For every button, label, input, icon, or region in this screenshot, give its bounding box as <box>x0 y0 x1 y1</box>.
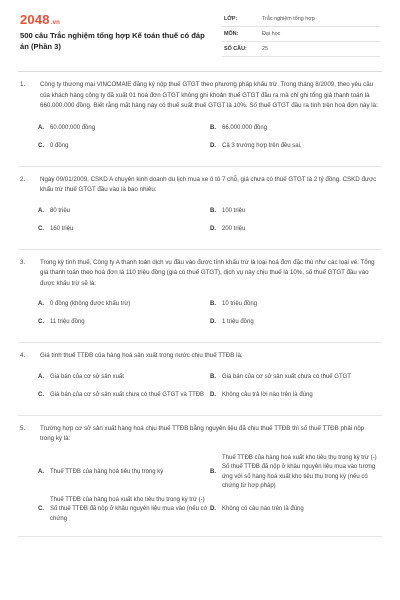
option-c[interactable] <box>38 496 210 525</box>
option-letter: D. <box>210 142 216 149</box>
option-text: Giá bán của cơ sở sản xuất chưa có thuế GTGT và TTĐB <box>50 391 205 398</box>
option-letter: A. <box>38 124 44 131</box>
meta-key: MÔN: <box>224 31 239 37</box>
question-item <box>18 351 382 416</box>
option-text: 66.000.000 đồng <box>222 124 268 131</box>
meta-row-class <box>222 12 380 27</box>
option-row <box>38 140 382 154</box>
question-stem <box>18 351 382 362</box>
option-c[interactable] <box>38 225 210 235</box>
option-a[interactable] <box>38 300 210 310</box>
question-list <box>0 80 400 545</box>
question-text: Trong kỳ tính thuế, Công ty A thanh toán dịch vụ đầu vào được tính khấu trừ là loại hoá đơn đặc thù như các loại vé. Tổng giá thanh toán theo hoá đơn là 110 triệu đồng (giá có thuế GTGT), dịch vụ này chịu thuế là 10%, số thuế GTGT đầu vào được khấu trừ sẽ là: <box>40 258 375 287</box>
option-text: 100 triệu <box>222 207 246 214</box>
meta-value: 25 <box>262 46 268 52</box>
option-text: 10 triệu đồng <box>222 301 258 308</box>
option-b[interactable] <box>210 300 380 310</box>
option-text: 1 triệu đồng <box>222 319 254 326</box>
question-stem <box>18 175 382 196</box>
logo-main: 2048 <box>20 12 50 27</box>
option-row <box>38 496 382 525</box>
option-text: Cả 3 trường hợp trên đều sai. <box>222 142 302 149</box>
answer-options <box>18 205 382 237</box>
meta-value: Đại học <box>262 31 281 37</box>
option-row <box>38 223 382 237</box>
question-number: 4. <box>20 352 26 359</box>
option-d[interactable] <box>210 505 380 515</box>
option-letter: D. <box>210 225 216 232</box>
option-row <box>38 298 382 312</box>
option-letter: C. <box>38 142 44 149</box>
option-a[interactable] <box>38 207 210 217</box>
question-text: Trường hợp cơ sở sản xuất hàng hoá chịu thuế TTĐB bằng nguyên liệu đã chịu thuế TTĐB thì số thuế TTĐB phải nộp trong kỳ là: <box>40 424 365 442</box>
option-letter: C. <box>38 391 44 398</box>
question-stem <box>18 424 382 445</box>
option-row <box>38 316 382 330</box>
option-text: 0 đồng <box>50 142 69 149</box>
document-meta <box>222 12 380 57</box>
option-letter: B. <box>210 468 216 475</box>
option-row <box>38 371 382 385</box>
option-letter: C. <box>38 506 44 512</box>
option-text: 160 triệu <box>50 225 74 232</box>
question-text: Giá tính thuế TTĐB của hàng hoá sản xuất trong nước chịu thuế TTĐB là: <box>40 352 243 359</box>
option-letter: B. <box>210 301 216 308</box>
option-letter: C. <box>38 319 44 326</box>
meta-key: LỚP: <box>224 16 238 22</box>
option-d[interactable] <box>210 391 380 401</box>
option-row <box>38 454 382 492</box>
answer-options <box>18 122 382 154</box>
answer-options <box>18 454 382 525</box>
option-d[interactable] <box>210 225 380 235</box>
option-letter: A. <box>38 301 44 308</box>
option-text: 0 đồng (không được khấu trừ) <box>50 301 131 308</box>
question-item <box>18 175 382 250</box>
option-letter: B. <box>210 124 216 131</box>
option-d[interactable] <box>210 318 380 328</box>
option-text: Không câu trả lời nào trên là đúng <box>222 391 313 398</box>
option-row <box>38 205 382 219</box>
option-row <box>38 122 382 136</box>
question-item <box>18 80 382 167</box>
option-a[interactable] <box>38 468 210 478</box>
question-stem <box>18 80 382 112</box>
meta-value: Trắc nghiệm tổng hợp <box>262 16 315 22</box>
option-letter: B. <box>210 207 216 214</box>
option-text: 80 triệu <box>50 207 71 214</box>
question-number: 1. <box>20 81 26 88</box>
option-text: 11 triệu đồng <box>50 319 85 326</box>
option-letter: A. <box>38 207 44 214</box>
option-letter: D. <box>210 391 216 398</box>
option-letter: C. <box>38 225 44 232</box>
option-b[interactable] <box>210 373 380 383</box>
option-c[interactable] <box>38 142 210 152</box>
answer-options <box>18 298 382 330</box>
option-c[interactable] <box>38 391 210 401</box>
option-letter: D. <box>210 319 216 326</box>
question-text: Ngày 09/01/2009, CSKD A chuyên kinh doanh du lịch mua xe ô tô 7 chỗ, giá chưa có thuế GTGT là 2 tỷ đồng. CSKD được khấu trừ thuế GTGT đầu vào là bao nhiêu: <box>40 175 377 193</box>
option-letter: A. <box>38 373 44 380</box>
option-letter: D. <box>210 506 216 512</box>
question-number: 2. <box>20 175 26 183</box>
meta-row-count <box>222 42 380 57</box>
option-text: Thuế TTĐB của hàng hoá xuất kho tiêu thụ trong kỳ trừ (-) Số thuế TTĐB đã nộp ở khâu nguyên liệu mua vào tương ứng với số hàng hoá xuất kho tiêu thụ trong kỳ (nếu có chứng từ hợp pháp) <box>222 454 377 489</box>
question-text: Công ty thương mại VINCOMAIE đăng ký nộp thuế GTGT theo phương pháp khấu trừ. Trong tháng 8/2009, theo yêu cầu của khách hàng công ty đã xuất 01 hoá đơn GTGT không ghi khoản thuế GTGT đầu ra mà chỉ ghi tổng giá thanh toán là 660.000.000 đồng. Biết rằng mặt hàng này có thuế suất thuế GTGT là 10%. Số thuế GTGT đầu ra tính trên hoá đơn này là: <box>40 81 378 109</box>
option-text: Giá bán của cơ sở sản xuất chưa có thuế GTGT <box>222 373 351 380</box>
option-text: Thuế TTĐB của hàng hoá xuất kho tiêu thụ trong kỳ trừ (-) Số thuế TTĐB đã nộp ở khâu nguyên liệu mua vào (nếu có chứng <box>50 496 207 522</box>
meta-key: SỐ CÂU: <box>224 46 247 52</box>
option-text: Giá bán của cơ sở sản xuất <box>50 373 124 380</box>
option-text: 60.000.000 đồng <box>50 124 96 131</box>
option-a[interactable] <box>38 124 210 134</box>
option-letter: A. <box>38 468 44 475</box>
option-letter: B. <box>210 373 216 380</box>
option-text: Thuế TTĐB của hàng hoá tiêu thụ trong kỳ <box>50 468 164 475</box>
logo-tld: .vn <box>50 20 61 26</box>
option-b[interactable] <box>210 454 380 492</box>
answer-options <box>18 371 382 403</box>
option-row <box>38 389 382 403</box>
option-a[interactable] <box>38 373 210 383</box>
option-d[interactable] <box>210 142 380 152</box>
header-divider <box>18 71 382 72</box>
question-item <box>18 258 382 344</box>
meta-row-subject <box>222 27 380 42</box>
option-text: Không có câu nào trên là đúng <box>222 506 304 512</box>
question-number: 5. <box>20 424 26 432</box>
site-logo[interactable] <box>20 12 60 27</box>
option-c[interactable] <box>38 318 210 328</box>
option-b[interactable] <box>210 124 380 134</box>
page-header <box>0 0 400 64</box>
question-stem <box>18 258 382 290</box>
option-b[interactable] <box>210 207 380 217</box>
question-item <box>18 424 382 538</box>
document-title: 500 câu Trắc nghiệm tổng hợp Kế toán thuế có đáp án (Phần 3) <box>20 31 205 51</box>
question-number: 3. <box>20 258 26 266</box>
option-text: 200 triệu <box>222 225 246 232</box>
